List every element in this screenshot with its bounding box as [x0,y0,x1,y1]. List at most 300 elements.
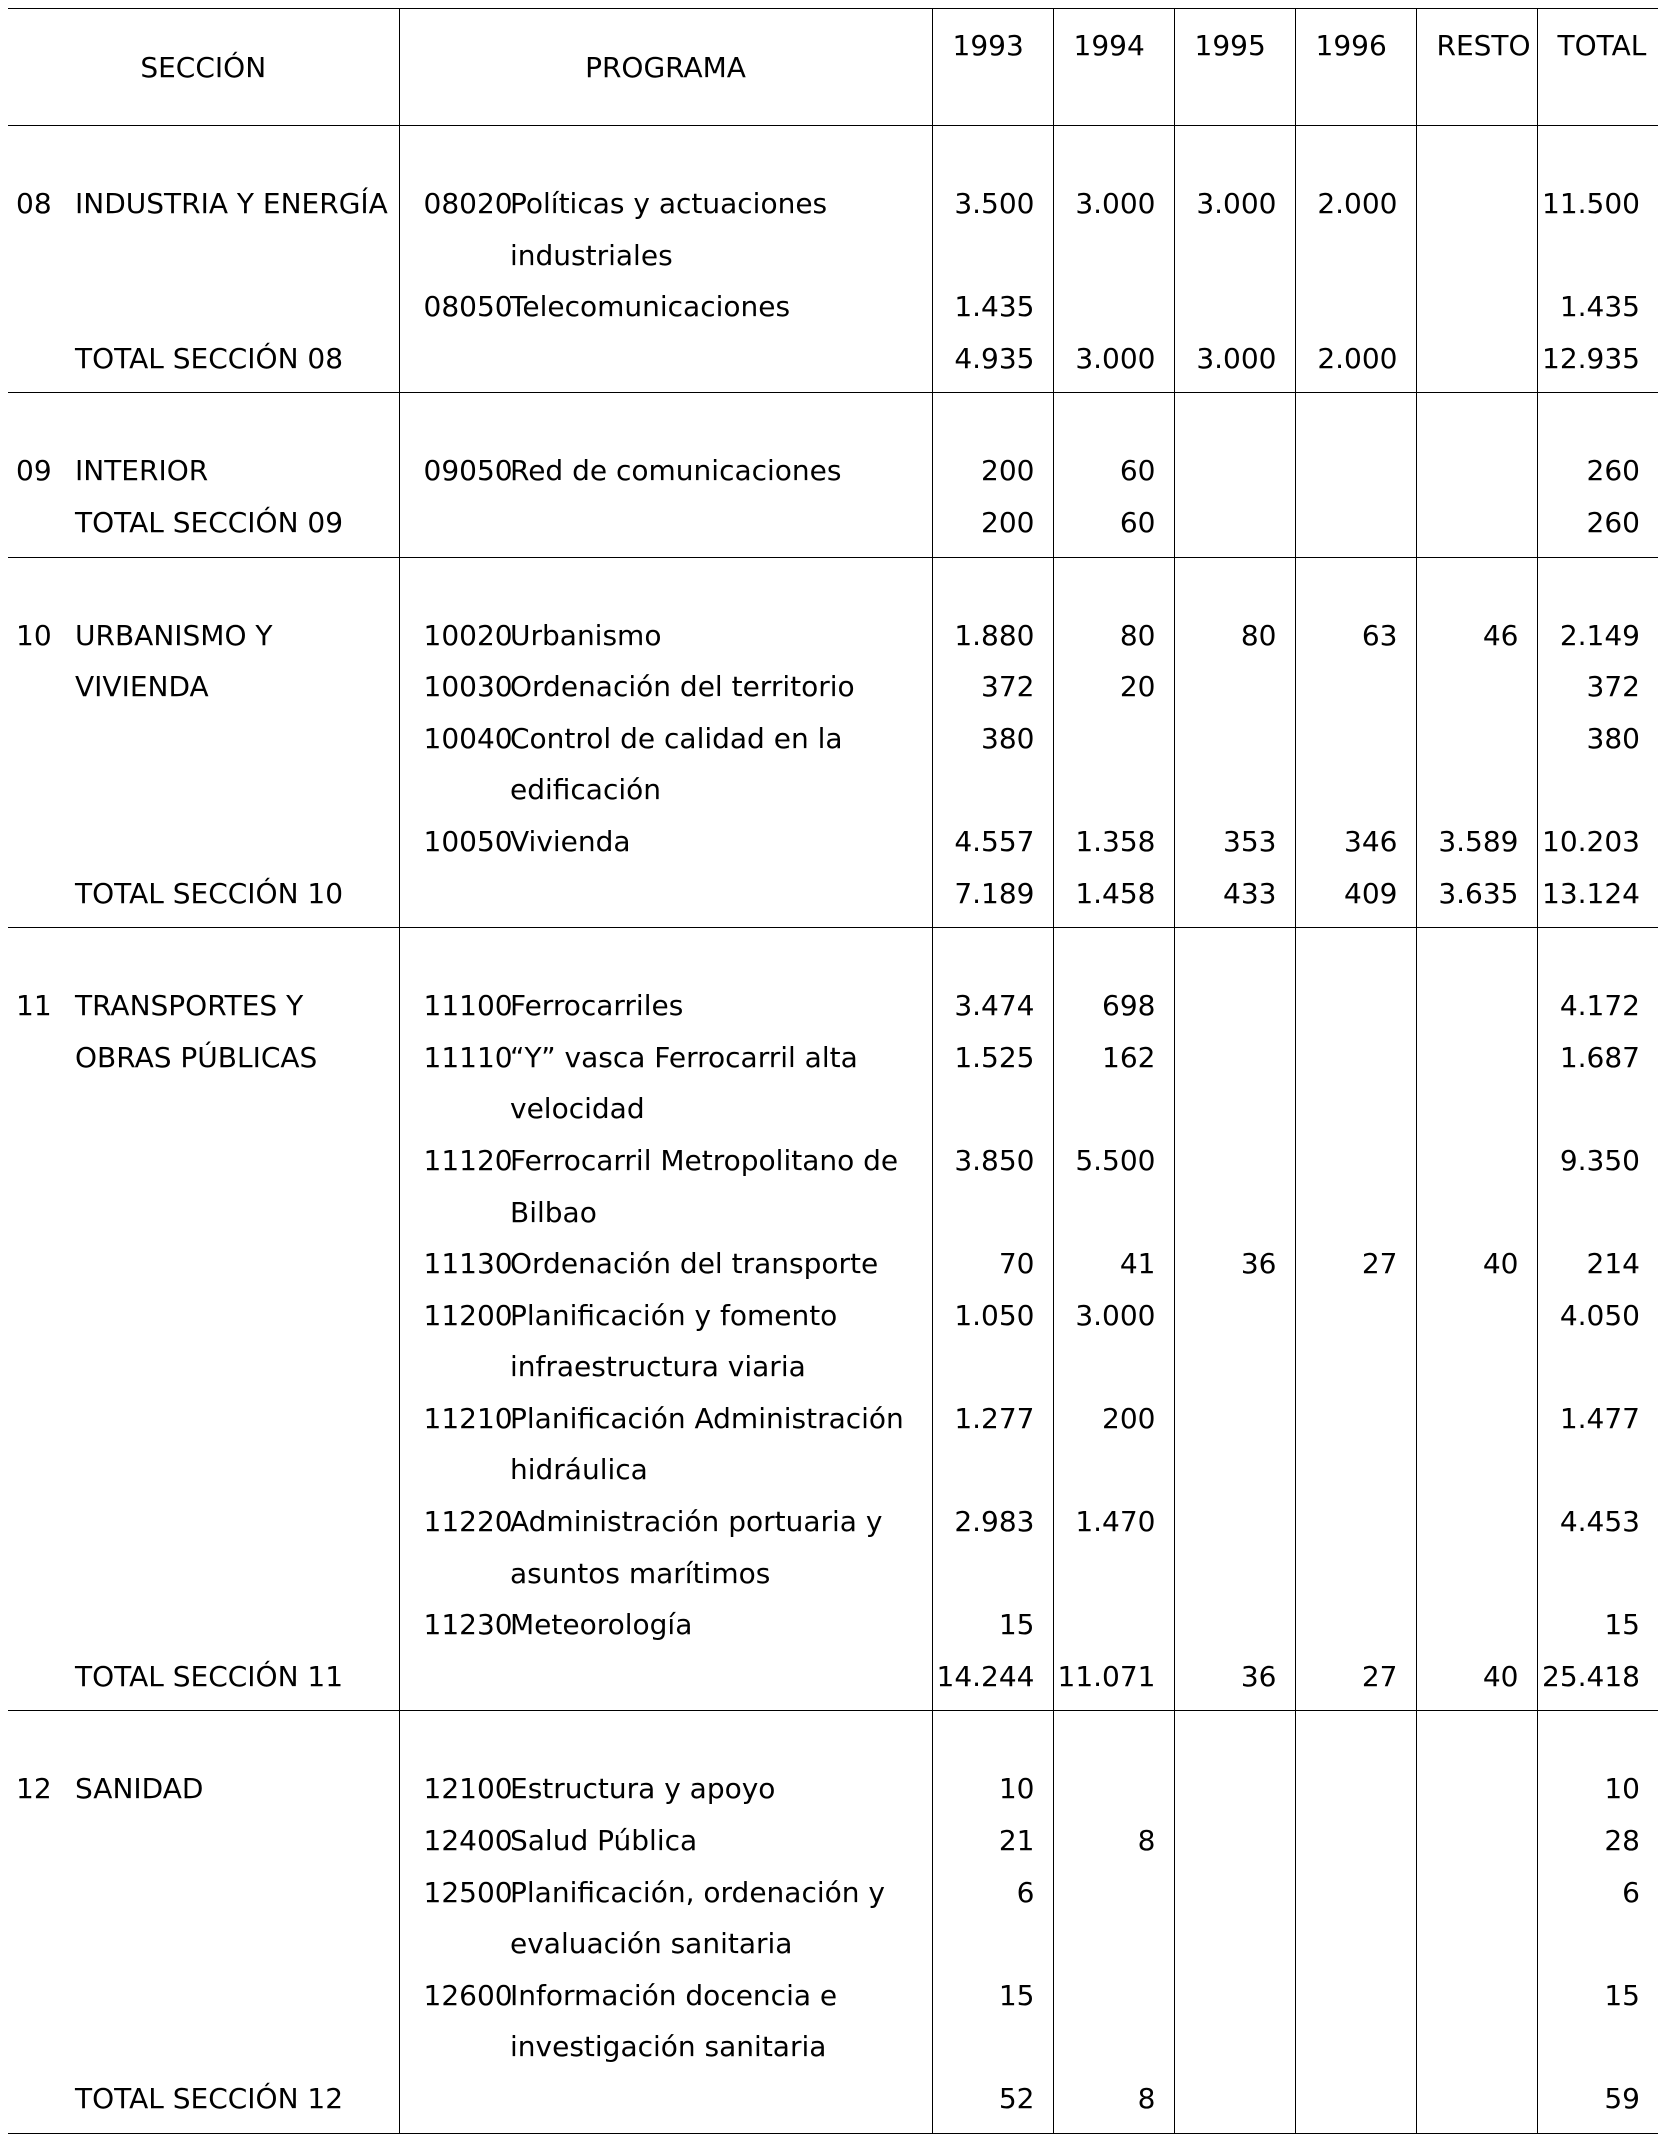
value-cell [1416,1135,1537,1187]
section-number [8,1867,75,1919]
value-cell: 2.000 [1295,178,1416,230]
section-name: VIVIENDA [75,670,209,704]
spacer-cell [399,393,510,446]
program-row-continuation [8,1083,1658,1135]
value-cell [1174,2021,1295,2073]
spacer-cell [8,126,75,179]
value-cell: 20 [1053,661,1174,713]
value-cell: 15 [932,1599,1053,1651]
value-cell: 3.000 [1053,1290,1174,1342]
program-name: “Y” vasca Ferrocarril alta [510,1040,858,1074]
spacer-cell [75,1711,399,1764]
program-name: Vivienda [510,824,631,858]
value-cell [1295,1341,1416,1393]
program-row-continuation [8,2021,1658,2073]
value-cell: 1.470 [1053,1496,1174,1548]
header-year: 1995 [1174,9,1295,126]
value-cell [932,1918,1053,1970]
value-cell [1295,1032,1416,1084]
program-code [399,1548,510,1600]
value-cell [1053,764,1174,816]
program-code [399,230,510,282]
total-value-cell: 12.935 [1537,333,1658,393]
section-number [8,1083,75,1135]
program-code: 12500 [399,1867,510,1919]
program-row [8,1135,1658,1187]
program-name: Información docencia e [510,1978,838,2012]
program-row [8,610,1658,662]
total-value-cell: 7.189 [932,868,1053,928]
total-value-cell: 200 [932,497,1053,557]
program-name: Ordenación del territorio [510,670,855,704]
section-name: INDUSTRIA Y ENERGÍA [75,187,388,220]
program-row [8,1032,1658,1084]
section-number [8,1444,75,1496]
total-value-cell: 3.000 [1053,333,1174,393]
program-name: Ordenación del transporte [510,1247,879,1281]
section-number [8,2073,75,2133]
total-value-cell: 409 [1295,868,1416,928]
value-cell [1295,1290,1416,1342]
program-row [8,1599,1658,1651]
value-cell: 1.435 [932,281,1053,333]
program-name: Red de comunicaciones [510,454,842,488]
spacer-cell [932,393,1053,446]
value-cell: 1.477 [1537,1393,1658,1445]
section-total-row [8,2073,1658,2133]
value-cell [1295,764,1416,816]
section-number [8,1599,75,1651]
program-name: asuntos marítimos [510,1556,771,1590]
section-number [8,1341,75,1393]
value-cell [1053,1970,1174,2022]
value-cell: 10 [932,1763,1053,1815]
total-value-cell: 11.071 [1053,1651,1174,1711]
value-cell [1295,1867,1416,1919]
value-cell [1416,1083,1537,1135]
program-row [8,178,1658,230]
value-cell [1174,980,1295,1032]
header-year: 1996 [1295,9,1416,126]
section-number [8,713,75,765]
budget-table [8,8,1658,2134]
value-cell [1053,230,1174,282]
value-cell [932,1341,1053,1393]
value-cell [1295,1393,1416,1445]
program-code [399,333,510,393]
value-cell: 3.589 [1416,816,1537,868]
value-cell: 1.277 [932,1393,1053,1445]
value-cell: 4.050 [1537,1290,1658,1342]
section-number [8,1548,75,1600]
header-row [8,9,1658,126]
value-cell [1416,661,1537,713]
spacer-cell [1295,928,1416,981]
header-programa: PROGRAMA [399,9,932,126]
value-cell: 353 [1174,816,1295,868]
total-value-cell: 433 [1174,868,1295,928]
total-value-cell: 59 [1537,2073,1658,2133]
program-code [399,2073,510,2133]
spacer-cell [1053,928,1174,981]
value-cell [1174,1135,1295,1187]
value-cell: 3.000 [1174,178,1295,230]
total-value-cell: 3.635 [1416,868,1537,928]
section-name [75,2021,399,2073]
value-cell [1053,1341,1174,1393]
value-cell [1537,1341,1658,1393]
section-name [75,1970,399,2022]
value-cell [1416,1815,1537,1867]
value-cell: 15 [1537,1599,1658,1651]
value-cell [1537,1083,1658,1135]
total-value-cell [1416,497,1537,557]
value-cell: 2.149 [1537,610,1658,662]
program-code [399,2021,510,2073]
value-cell: 9.350 [1537,1135,1658,1187]
program-code [399,1918,510,1970]
program-row-continuation [8,1187,1658,1239]
value-cell [1295,2021,1416,2073]
total-value-cell [1174,497,1295,557]
spacer-cell [399,126,510,179]
value-cell: 346 [1295,816,1416,868]
value-cell: 10 [1537,1763,1658,1815]
section-name [75,281,399,333]
value-cell: 1.050 [932,1290,1053,1342]
value-cell [1295,1083,1416,1135]
value-cell [1053,1548,1174,1600]
value-cell: 70 [932,1238,1053,1290]
total-value-cell: 36 [1174,1651,1295,1711]
program-code [399,1444,510,1496]
spacer-cell [8,557,75,610]
section-number [8,1290,75,1342]
value-cell [1295,1599,1416,1651]
program-row [8,1815,1658,1867]
value-cell: 6 [932,1867,1053,1919]
program-code: 09050 [399,445,510,497]
value-cell [1416,1970,1537,2022]
value-cell: 4.557 [932,816,1053,868]
value-cell [1416,1341,1537,1393]
program-name: velocidad [510,1092,645,1126]
value-cell [1174,713,1295,765]
value-cell [1416,980,1537,1032]
total-value-cell [1416,333,1537,393]
total-value-cell: 60 [1053,497,1174,557]
value-cell [1053,1444,1174,1496]
value-cell: 63 [1295,610,1416,662]
spacer-cell [932,126,1053,179]
value-cell: 28 [1537,1815,1658,1867]
spacer-row [8,393,1658,446]
spacer-cell [8,393,75,446]
value-cell: 1.435 [1537,281,1658,333]
section-number [8,816,75,868]
section-number [8,1651,75,1711]
total-value-cell: 52 [932,2073,1053,2133]
section-number [8,230,75,282]
value-cell [1537,764,1658,816]
program-row [8,816,1658,868]
value-cell [1174,1548,1295,1600]
value-cell [1295,713,1416,765]
section-number [8,868,75,928]
program-code: 10050 [399,816,510,868]
spacer-cell [75,393,399,446]
value-cell [1537,1187,1658,1239]
value-cell: 2.983 [932,1496,1053,1548]
program-name: evaluación sanitaria [510,1927,793,1961]
spacer-cell [399,928,510,981]
section-number [8,1815,75,1867]
spacer-row [8,126,1658,179]
spacer-cell [1537,557,1658,610]
value-cell [1295,1763,1416,1815]
program-code: 11110 [399,1032,510,1084]
program-name: Ferrocarril Metropolitano de [510,1143,899,1177]
value-cell [932,764,1053,816]
program-name: Control de calidad en la [510,721,843,755]
program-code: 08020 [399,178,510,230]
value-cell [1537,1918,1658,1970]
value-cell: 372 [1537,661,1658,713]
value-cell [1295,1970,1416,2022]
value-cell [1416,1290,1537,1342]
section-name [75,764,399,816]
section-name [75,1135,399,1187]
program-code [399,1083,510,1135]
section-total-label: TOTAL SECCIÓN 09 [75,497,399,557]
value-cell [1295,1444,1416,1496]
program-row [8,1290,1658,1342]
value-cell: 10.203 [1537,816,1658,868]
value-cell: 3.474 [932,980,1053,1032]
value-cell: 4.453 [1537,1496,1658,1548]
program-code: 10040 [399,713,510,765]
program-code: 11200 [399,1290,510,1342]
section-number [8,1032,75,1084]
value-cell: 15 [1537,1970,1658,2022]
section-total-label: TOTAL SECCIÓN 08 [75,333,399,393]
program-code [399,764,510,816]
value-cell: 40 [1416,1238,1537,1290]
section-name [75,713,399,765]
section-name [75,1815,399,1867]
value-cell [1416,1444,1537,1496]
section-total-label: TOTAL SECCIÓN 11 [75,1651,399,1711]
program-row [8,661,1658,713]
value-cell [1537,1444,1658,1496]
section-name: INTERIOR [75,454,209,488]
spacer-cell [1295,557,1416,610]
spacer-cell [932,928,1053,981]
program-row [8,1763,1658,1815]
section-number [8,333,75,393]
spacer-cell [510,393,932,446]
value-cell: 8 [1053,1815,1174,1867]
value-cell: 11.500 [1537,178,1658,230]
section-number [8,1970,75,2022]
value-cell [932,230,1053,282]
section-number [8,1135,75,1187]
program-row-continuation [8,1918,1658,1970]
value-cell: 46 [1416,610,1537,662]
total-value-cell: 4.935 [932,333,1053,393]
spacer-cell [75,557,399,610]
total-value-cell: 14.244 [932,1651,1053,1711]
program-name: Salud Pública [510,1824,698,1858]
section-number [8,661,75,713]
value-cell: 27 [1295,1238,1416,1290]
value-cell [1295,1187,1416,1239]
value-cell [1174,764,1295,816]
spacer-cell [399,557,510,610]
section-name [75,1496,399,1548]
spacer-cell [1416,126,1537,179]
spacer-row [8,928,1658,981]
program-code: 11230 [399,1599,510,1651]
value-cell [1174,1496,1295,1548]
value-cell: 21 [932,1815,1053,1867]
program-name: Planificación Administración [510,1401,904,1435]
value-cell: 5.500 [1053,1135,1174,1187]
spacer-cell [1174,393,1295,446]
value-cell [1416,230,1537,282]
spacer-cell [510,1711,932,1764]
value-cell [1537,230,1658,282]
value-cell [1053,2021,1174,2073]
value-cell: 698 [1053,980,1174,1032]
value-cell: 260 [1537,445,1658,497]
value-cell: 1.525 [932,1032,1053,1084]
section-number: 10 [16,618,52,652]
spacer-cell [1416,1711,1537,1764]
value-cell [932,1444,1053,1496]
value-cell [1053,281,1174,333]
value-cell [1537,2021,1658,2073]
program-name: Estructura y apoyo [510,1772,776,1806]
value-cell [932,1548,1053,1600]
section-number: 12 [16,1772,52,1806]
spacer-cell [1416,393,1537,446]
spacer-cell [932,1711,1053,1764]
section-name [75,816,399,868]
spacer-cell [1053,393,1174,446]
value-cell: 1.880 [932,610,1053,662]
spacer-cell [1053,126,1174,179]
total-value-cell: 2.000 [1295,333,1416,393]
spacer-cell [932,557,1053,610]
value-cell [1416,1496,1537,1548]
value-cell [1174,1290,1295,1342]
value-cell: 80 [1053,610,1174,662]
program-name [510,868,932,928]
section-number [8,764,75,816]
value-cell: 200 [1053,1393,1174,1445]
value-cell [1053,1187,1174,1239]
spacer-row [8,1711,1658,1764]
program-name: Ferrocarriles [510,989,684,1023]
spacer-cell [1295,393,1416,446]
spacer-cell [510,126,932,179]
section-number [8,1918,75,1970]
program-name [510,333,932,393]
spacer-cell [1174,1711,1295,1764]
program-code: 11120 [399,1135,510,1187]
section-total-label: TOTAL SECCIÓN 12 [75,2073,399,2133]
program-row-continuation [8,1548,1658,1600]
program-code: 11210 [399,1393,510,1445]
value-cell: 4.172 [1537,980,1658,1032]
spacer-cell [1537,1711,1658,1764]
program-code: 11100 [399,980,510,1032]
section-total-row [8,868,1658,928]
program-name [510,2073,932,2133]
value-cell: 200 [932,445,1053,497]
program-row [8,1867,1658,1919]
section-name [75,1187,399,1239]
total-value-cell [1416,2073,1537,2133]
program-code: 11220 [399,1496,510,1548]
program-row [8,1970,1658,2022]
section-name: TRANSPORTES Y [75,989,304,1023]
header-year: 1994 [1053,9,1174,126]
spacer-cell [1174,557,1295,610]
program-row-continuation [8,764,1658,816]
section-number [8,1187,75,1239]
spacer-cell [8,1711,75,1764]
program-name [510,1651,932,1711]
spacer-cell [1537,126,1658,179]
value-cell: 3.500 [932,178,1053,230]
value-cell [1053,1918,1174,1970]
value-cell [1174,1815,1295,1867]
table-body [8,126,1658,2134]
value-cell [1174,661,1295,713]
spacer-cell [75,126,399,179]
section-name [75,1238,399,1290]
spacer-cell [1295,126,1416,179]
spacer-cell [1416,557,1537,610]
section-total-row [8,497,1658,557]
spacer-cell [8,928,75,981]
value-cell: 60 [1053,445,1174,497]
value-cell [1053,1083,1174,1135]
program-name: edificación [510,773,662,807]
spacer-cell [1537,393,1658,446]
total-value-cell: 27 [1295,1651,1416,1711]
section-name: SANIDAD [75,1772,204,1806]
section-number [8,1393,75,1445]
value-cell [1295,1815,1416,1867]
value-cell [1174,1599,1295,1651]
program-code: 10030 [399,661,510,713]
section-name [75,1599,399,1651]
value-cell [1295,661,1416,713]
section-number: 08 [16,187,52,220]
section-total-label: TOTAL SECCIÓN 10 [75,868,399,928]
value-cell: 80 [1174,610,1295,662]
section-number [8,1238,75,1290]
value-cell [1295,1548,1416,1600]
total-value-cell: 3.000 [1174,333,1295,393]
value-cell [1174,281,1295,333]
program-code: 12100 [399,1763,510,1815]
program-row [8,281,1658,333]
value-cell [1416,764,1537,816]
